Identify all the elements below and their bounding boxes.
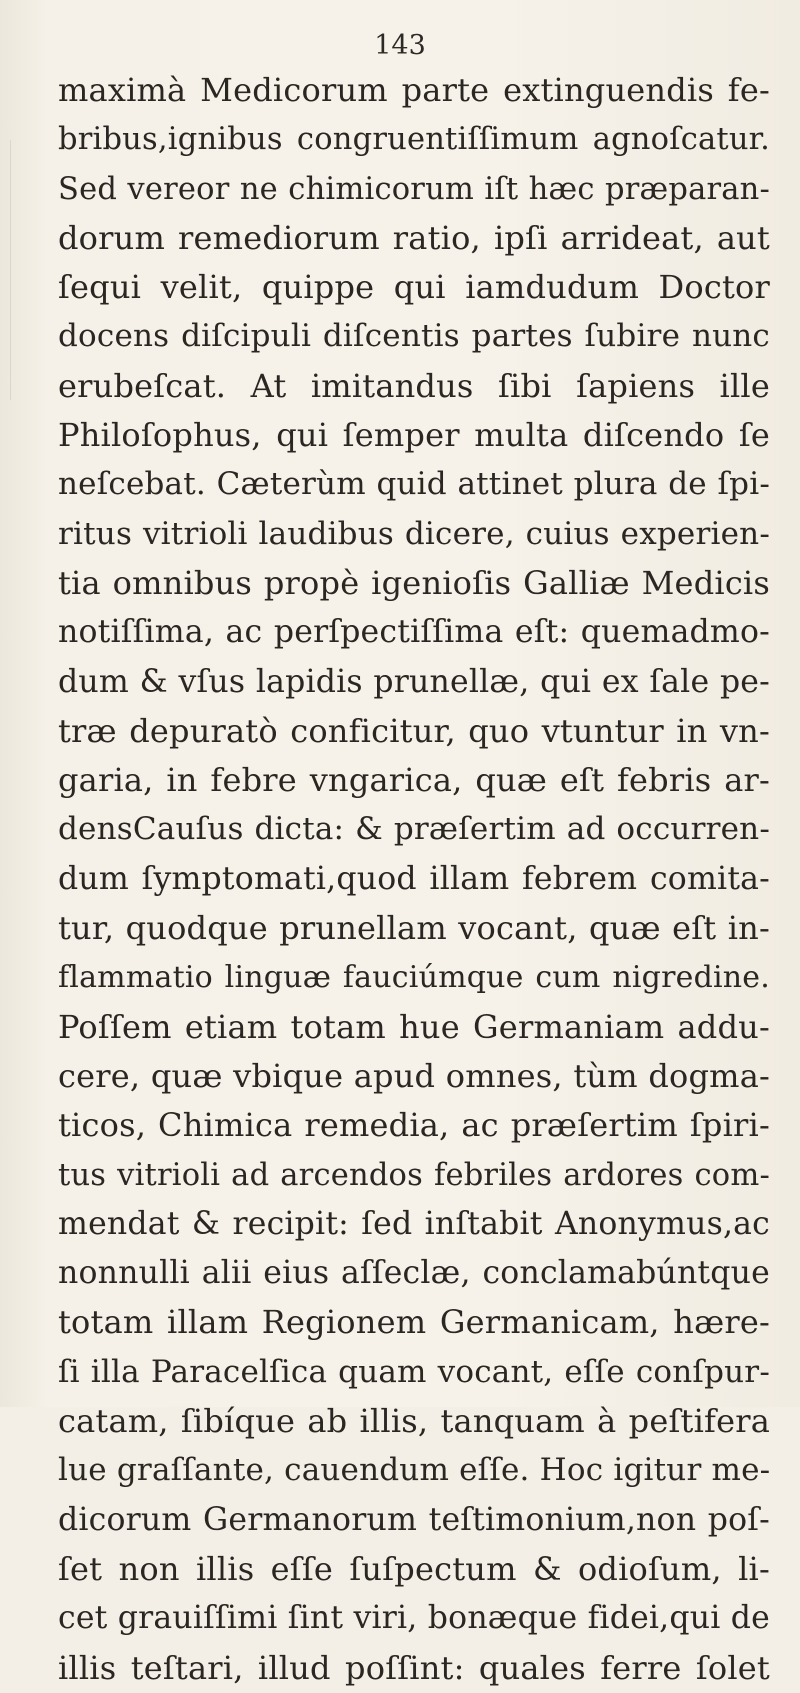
text-line: maximà Medicorum parte extinguendis fe- <box>58 71 770 109</box>
text-line: totam illam Regionem Germanicam, hære- <box>58 1303 770 1342</box>
text-line: tus vitrioli ad arcendos febriles ardores com- <box>58 1157 770 1193</box>
text-line: ticos, Chimica remedia, ac præſertim ſpiri- <box>58 1106 770 1145</box>
text-line: dorum remediorum ratio, ipſi arrideat, aut <box>58 218 770 257</box>
body-text <box>58 66 770 1693</box>
text-line: bribus,ignibus congruentiſſimum agnoſcatur. <box>58 122 770 158</box>
text-line: ſet non illis eſſe ſuſpectum & odioſum, li- <box>58 1549 770 1588</box>
text-line: erubeſcat. At imitandus ſibi ſapiens ille <box>58 366 770 405</box>
text-line: tur, quodque prunellam vocant, quæ eſt in- <box>58 909 770 948</box>
text-line: docens diſcipuli diſcentis partes ſubire nunc <box>58 318 770 355</box>
text-line: dum & vſus lapidis prunellæ, qui ex ſale pe- <box>58 663 770 700</box>
text-line: ritus vitrioli laudibus dicere, cuius experien- <box>58 515 770 552</box>
text-line: Sed vereor ne chimicorum iſt hæc præparan- <box>58 171 770 207</box>
text-line: Philoſophus, qui ſemper multa diſcendo ſe <box>58 416 770 455</box>
text-line: neſcebat. Cæterùm quid attinet plura de ſpi- <box>58 466 770 503</box>
text-line: notiſſima, ac perſpectiſſima eſt: quemadmo- <box>58 614 770 651</box>
text-line: ſi illa Paracelſica quam vocant, eſſe conſpur- <box>58 1353 770 1390</box>
text-line: lue graſſante, cauendum eſſe. Hoc igitur me- <box>58 1452 770 1489</box>
text-line: ſequi velit, quippe qui iamdudum Doctor <box>58 268 770 307</box>
text-line: flammatio linguæ fauciúmque cum nigredine. <box>58 960 770 996</box>
text-line: cere, quæ vbique apud omnes, tùm dogma- <box>58 1056 770 1095</box>
text-line: dicorum Germanorum teſtimonium,non poſ- <box>58 1501 770 1538</box>
text-line: catam, ſibíque ab illis, tanquam à peſtifera <box>58 1402 770 1441</box>
text-line: tia omnibus propè igenioſis Galliæ Medicis <box>58 563 770 602</box>
text-line: mendat & recipit: ſed inſtabit Anonymus,ac <box>58 1205 770 1242</box>
text-line: Poſſem etiam totam hue Germaniam addu- <box>58 1007 770 1046</box>
text-line: træ depuratò conficitur, quo vtuntur in vn- <box>58 711 770 750</box>
page-edge-shadow <box>10 140 51 400</box>
page-number: 143 <box>374 30 426 61</box>
text-line: densCauſus dicta: & præſertim ad occurren- <box>58 811 770 848</box>
text-line: dum ſymptomati,quod illam febrem comita- <box>58 860 770 897</box>
text-line: nonnulli alii eius aſſeclæ, conclamabúntque <box>58 1255 770 1292</box>
text-line: cet grauiſſimi ſint viri, bonæque fidei,qui de <box>58 1600 770 1637</box>
text-line: illis teſtari, illud poſſint: quales ferre ſolet <box>58 1648 770 1687</box>
text-line: garia, in febre vngarica, quæ eſt febris ar- <box>58 761 770 800</box>
